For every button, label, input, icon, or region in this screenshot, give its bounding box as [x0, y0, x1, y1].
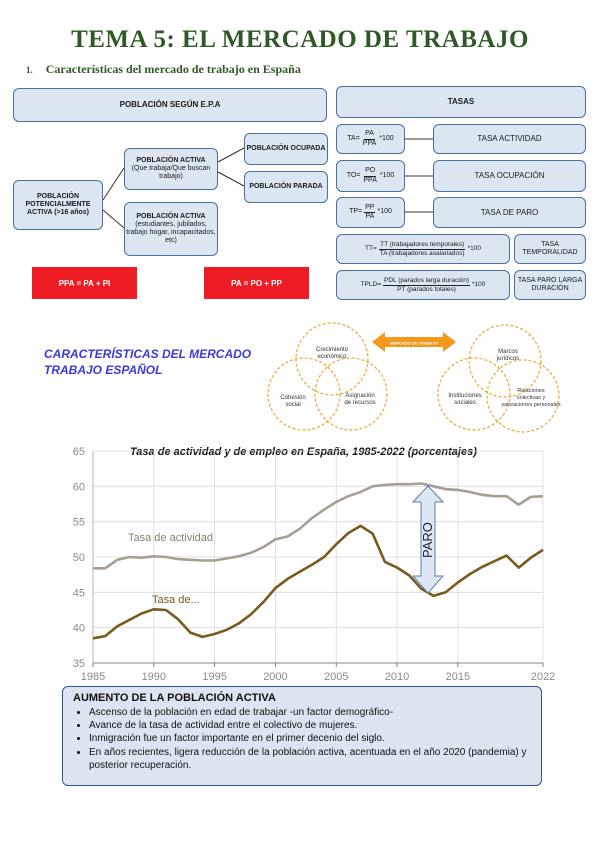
paro-arrow	[413, 486, 443, 593]
x-tick-label: 1985	[80, 671, 106, 683]
venn-label-4b: sociales	[454, 400, 476, 406]
poblacion-ocupada: POBLACIÓN OCUPADA	[244, 133, 328, 165]
venn-label-1: Cohesión	[280, 395, 306, 401]
poblacion-inactiva-box	[124, 202, 218, 256]
venn-label-5c: valoraciones personales	[501, 402, 561, 408]
chart-x-ticks	[81, 663, 555, 683]
tasa-ocupacion-label: TASA OCUPACIÓN	[433, 160, 586, 192]
venn-label-5: Relaciones	[517, 388, 545, 394]
venn-label-2: Asignación	[345, 393, 375, 399]
venn-label-3b: jurídicos	[496, 356, 520, 362]
aumento-item: • Ascenso de la población en edad de trabajar -un factor demográfico-	[89, 706, 531, 719]
poblacion-inactiva-title: POBLACIÓN ACTIVA	[136, 212, 206, 220]
y-tick-label: 45	[72, 587, 85, 600]
x-tick-label: 2022	[530, 671, 556, 683]
tasa-actividad-label: TASA ACTIVIDAD	[433, 124, 586, 154]
series-line-0	[93, 484, 543, 569]
x-tick-label: 2000	[263, 671, 288, 683]
tasas-header: TASAS	[336, 86, 586, 118]
section-number: 1.	[26, 65, 33, 75]
poblacion-activa-title: POBLACIÓN ACTIVA	[136, 156, 206, 164]
tpld-formula: TPLD= $\frac{\text{PDL (parados larga duración)}}{\text{PT (parados totales)}}$ *100	[336, 270, 510, 300]
tasa-temporalidad-label: TASA TEMPORALIDAD	[514, 234, 586, 264]
caracteristicas-venn	[255, 315, 585, 435]
venn-label-2b: de recursos	[344, 400, 376, 406]
aumento-title: AUMENTO DE LA POBLACIÓN ACTIVA	[73, 692, 276, 704]
poblacion-inactiva-desc: (estudiantes, jubilados, trabajo hogar, incapacitados, etc)	[126, 220, 216, 245]
caracteristicas-title: CARACTERÍSTICAS DEL MERCADO TRABAJO ESPAÑOL	[44, 347, 252, 378]
x-tick-label: 2010	[384, 671, 410, 683]
arrow-label: MERCADO DE TRABAJO	[390, 340, 438, 346]
chart-title: Tasa de actividad y de empleo en España, 1985-2022 (porcentajes)	[130, 446, 477, 458]
series-label-empleo: Tasa de...	[152, 594, 200, 606]
aumento-item: • Inmigración fue un factor importante en el primer decenio del siglo.	[89, 732, 531, 745]
poblacion-activa-box	[124, 148, 218, 190]
pa-formula-box: PA = PO + PP	[204, 267, 309, 299]
aumento-item: • En años recientes, ligera reducción de la población activa, acentuada en el año 2020 (pandemia) y posterior recuperación.	[89, 746, 531, 772]
x-tick-label: 2015	[445, 671, 471, 683]
ppa-formula-box: PPA = PA + PI	[32, 267, 137, 299]
tp-formula: TP= $\frac{PP}{PA}$ *100	[336, 197, 405, 228]
venn-label-3: Marcos	[498, 349, 518, 355]
poblacion-parada: POBLACIÓN PARADA	[244, 171, 328, 203]
series-label-actividad: Tasa de actividad	[128, 532, 213, 544]
venn-label-0: Crecimiento	[315, 347, 349, 353]
tt-formula: TT= $\frac{\text{TT (trabajadores temporales)}}{\text{TA (trabajadores asalariados)}}$ *100	[336, 234, 510, 264]
y-tick-label: 65	[72, 446, 85, 458]
venn-circle-cohesion	[268, 358, 340, 430]
x-tick-label: 2005	[324, 671, 349, 683]
page-title: TEMA 5: EL MERCADO DE TRABAJO	[71, 26, 529, 53]
venn-label-1b: social	[285, 402, 301, 408]
tasa-paro-label: TASA DE PARO	[433, 197, 586, 228]
aumento-list	[73, 706, 531, 772]
to-formula: TO= $\frac{PO}{\text{PPA}}$ *100	[336, 160, 405, 192]
venn-label-0b: económico	[317, 354, 347, 360]
poblacion-activa-desc: (Que trabaja/Que buscan trabajo)	[131, 164, 211, 181]
x-tick-label: 1995	[202, 671, 227, 683]
ta-formula: TA= $\frac{PA}{\text{PPA}}$ *100	[336, 124, 405, 154]
y-tick-label: 55	[72, 516, 85, 529]
y-tick-label: 35	[72, 658, 85, 670]
aumento-box	[62, 686, 542, 786]
tasa-paro-larga-label: TASA PARO LARGA DURACIÓN	[514, 270, 586, 300]
y-tick-label: 40	[72, 622, 85, 635]
aumento-item: • Avance de la tasa de actividad entre el colectivo de mujeres.	[89, 719, 531, 732]
poblacion-potencialmente-activa: POBLACIÓN POTENCIALMENTE ACTIVA (>16 años)	[13, 180, 103, 230]
x-tick-label: 1990	[141, 671, 167, 683]
section-label: Características del mercado de trabajo en España	[45, 62, 301, 76]
activity-chart	[0, 440, 600, 685]
poblacion-header: POBLACIÓN SEGÚN E.P.A	[13, 88, 327, 122]
y-tick-label: 50	[72, 552, 85, 564]
chart-y-ticks	[73, 446, 85, 670]
venn-label-4: Instituciones	[448, 393, 482, 399]
paro-label: PARO	[420, 522, 435, 558]
chart-series	[93, 484, 543, 639]
venn-label-5b: colectivas y	[516, 395, 546, 401]
y-tick-label: 60	[72, 481, 85, 494]
